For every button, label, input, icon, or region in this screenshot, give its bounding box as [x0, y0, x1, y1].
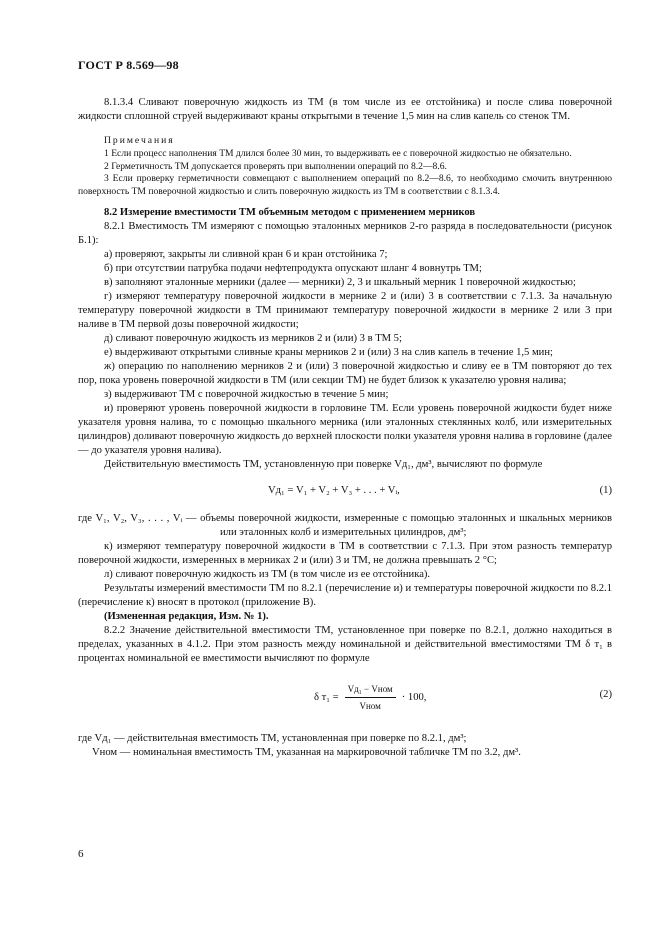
list-item-e: е) выдерживают открытыми сливные краны мерников 2 и (или) 3 на слив капель в течение 1,5 мин; [104, 347, 553, 358]
list-item-d: д) сливают поверочную жидкость из мерников 2 и (или) 3 в ТМ 5; [104, 333, 402, 344]
paragraph-actual-capacity: Действительную вместимость ТМ, установленную при поверке Vд₁, дм³, вычисляют по формуле [104, 459, 543, 470]
note-3: 3 Если проверку герметичности совмещают с выполнением операций по 8.2—8.6, то необходимо смочить внутреннюю поверхность ТМ поверочной жидкостью и слить поверочную жидкость из ТМ в соответствии с 8.1.3.4. [78, 173, 612, 197]
document-body [78, 96, 612, 760]
formula-2-rhs: · 100, [401, 691, 427, 703]
list-item-b: б) при отсутствии патрубка подачи нефтепродукта опускают шланг 4 вовнутрь ТМ; [104, 263, 482, 274]
paragraph-8-2-2: 8.2.2 Значение действительной вместимости ТМ, установленное при поверке по 8.2.1, должно находиться в пределах, указанных в 4.1.2. При этом разность между номинальной и действительной вместимостями ТМ δ т₁ в процентах номинальной ее вместимости вычисляют по формуле [78, 625, 612, 664]
formula-2-fraction [345, 682, 396, 713]
list-item-z: з) выдерживают ТМ с поверочной жидкостью в течение 5 мин; [104, 389, 389, 400]
formula-1-row [78, 480, 612, 506]
section-heading-8-2: 8.2 Измерение вместимости ТМ объемным методом с применением мерников [104, 207, 476, 218]
list-item-i: и) проверяют уровень поверочной жидкости в горловине ТМ. Если уровень поверочной жидкости будет ниже указателя уровня налива, то с помощью шкального мерника (или эталонных стеклянных колб, или измерительных цилиндров) доливают поверочную жидкость до верхней плоскости полки указателя уровня налива в горловине (далее — до указателя уровня налива). [78, 403, 612, 456]
amendment-note: (Измененная редакция, Изм. № 1). [104, 611, 269, 622]
list-item-v: в) заполняют эталонные мерники (далее — мерники) 2, 3 и шкальный мерник 1 поверочной жидкостью; [104, 277, 576, 288]
note-2: 2 Герметичность ТМ допускается проверять при выполнении операций по 8.2—8.6. [104, 160, 447, 172]
formula-1: Vд₁ = V₁ + V₂ + V₃ + . . . + Vᵢ, [268, 485, 400, 496]
notes-title: Примечания [104, 135, 175, 146]
formula-2-lhs: δ т₁ = [314, 691, 339, 703]
formula-1-number: (1) [599, 485, 612, 496]
formula-2 [314, 682, 426, 713]
standard-header: ГОСТ Р 8.569—98 [78, 58, 179, 72]
list-item-l: л) сливают поверочную жидкость из ТМ (в том числе из ее отстойника). [104, 569, 431, 580]
list-item-a: а) проверяют, закрыты ли сливной кран 6 и кран отстойника 7; [104, 249, 388, 260]
page-number: 6 [78, 848, 84, 860]
formula-1-explanation: где V₁, V₂, V₃, . . . , Vᵢ — объемы поверочной жидкости, измеренные с помощью эталонных и шкальных мерников или эталонных колб и измерительных цилиндров, дм³; [78, 513, 612, 538]
formula-2-explanation-1: где Vд₁ — действительная вместимость ТМ, установленная при поверке по 8.2.1, дм³; [78, 733, 467, 744]
paragraph-8-2-1: 8.2.1 Вместимость ТМ измеряют с помощью эталонных мерников 2-го разряда в последовательности (рисунок Б.1): [78, 221, 612, 246]
paragraph-results: Результаты измерений вместимости ТМ по 8.2.1 (перечисление и) и температуры поверочной жидкости по 8.2.1 (перечисление к) вносят в протокол (приложение В). [78, 583, 612, 608]
list-item-k: к) измеряют температуру поверочной жидкости в ТМ в соответствии с 7.1.3. При этом разность температур поверочной жидкости, измеренных в мерниках 2 и (или) 3 и ТМ, не должна превышать 2 °С; [78, 541, 612, 566]
formula-2-number: (2) [599, 689, 612, 700]
formula-2-numerator: Vд₁ − Vном [345, 682, 396, 698]
note-1: 1 Если процесс наполнения ТМ длился более 30 мин, то выдерживать ее с поверочной жидкостью не обязательно. [104, 148, 572, 159]
list-item-g: г) измеряют температуру поверочной жидкости в мернике 2 и (или) 3 в соответствии с 7.1.3. За начальную температуру поверочной жидкости в ТМ принимают температуру поверочной жидкости в мернике 2 или 3 при наливе в ТМ первой дозы поверочной жидкости; [78, 291, 612, 330]
formula-2-explanation-2: Vном — номинальная вместимость ТМ, указанная на маркировочной табличке ТМ по 3.2, дм³. [92, 747, 521, 758]
formula-2-denominator: Vном [359, 701, 381, 711]
paragraph-8-1-3-4: 8.1.3.4 Сливают поверочную жидкость из ТМ (в том числе из ее отстойника) и после слива поверочной жидкости сплошной струей выдерживают краны открытыми в течение 1,5 мин на слив капель со стенок ТМ. [78, 97, 612, 122]
list-item-zh: ж) операцию по наполнению мерников 2 и (или) 3 поверочной жидкостью и сливу ее в ТМ повторяют до тех пор, пока уровень поверочной жидкости в ТМ (или секции ТМ) не будет близок к указателю уровня налива; [78, 361, 612, 386]
formula-2-row [78, 680, 612, 720]
